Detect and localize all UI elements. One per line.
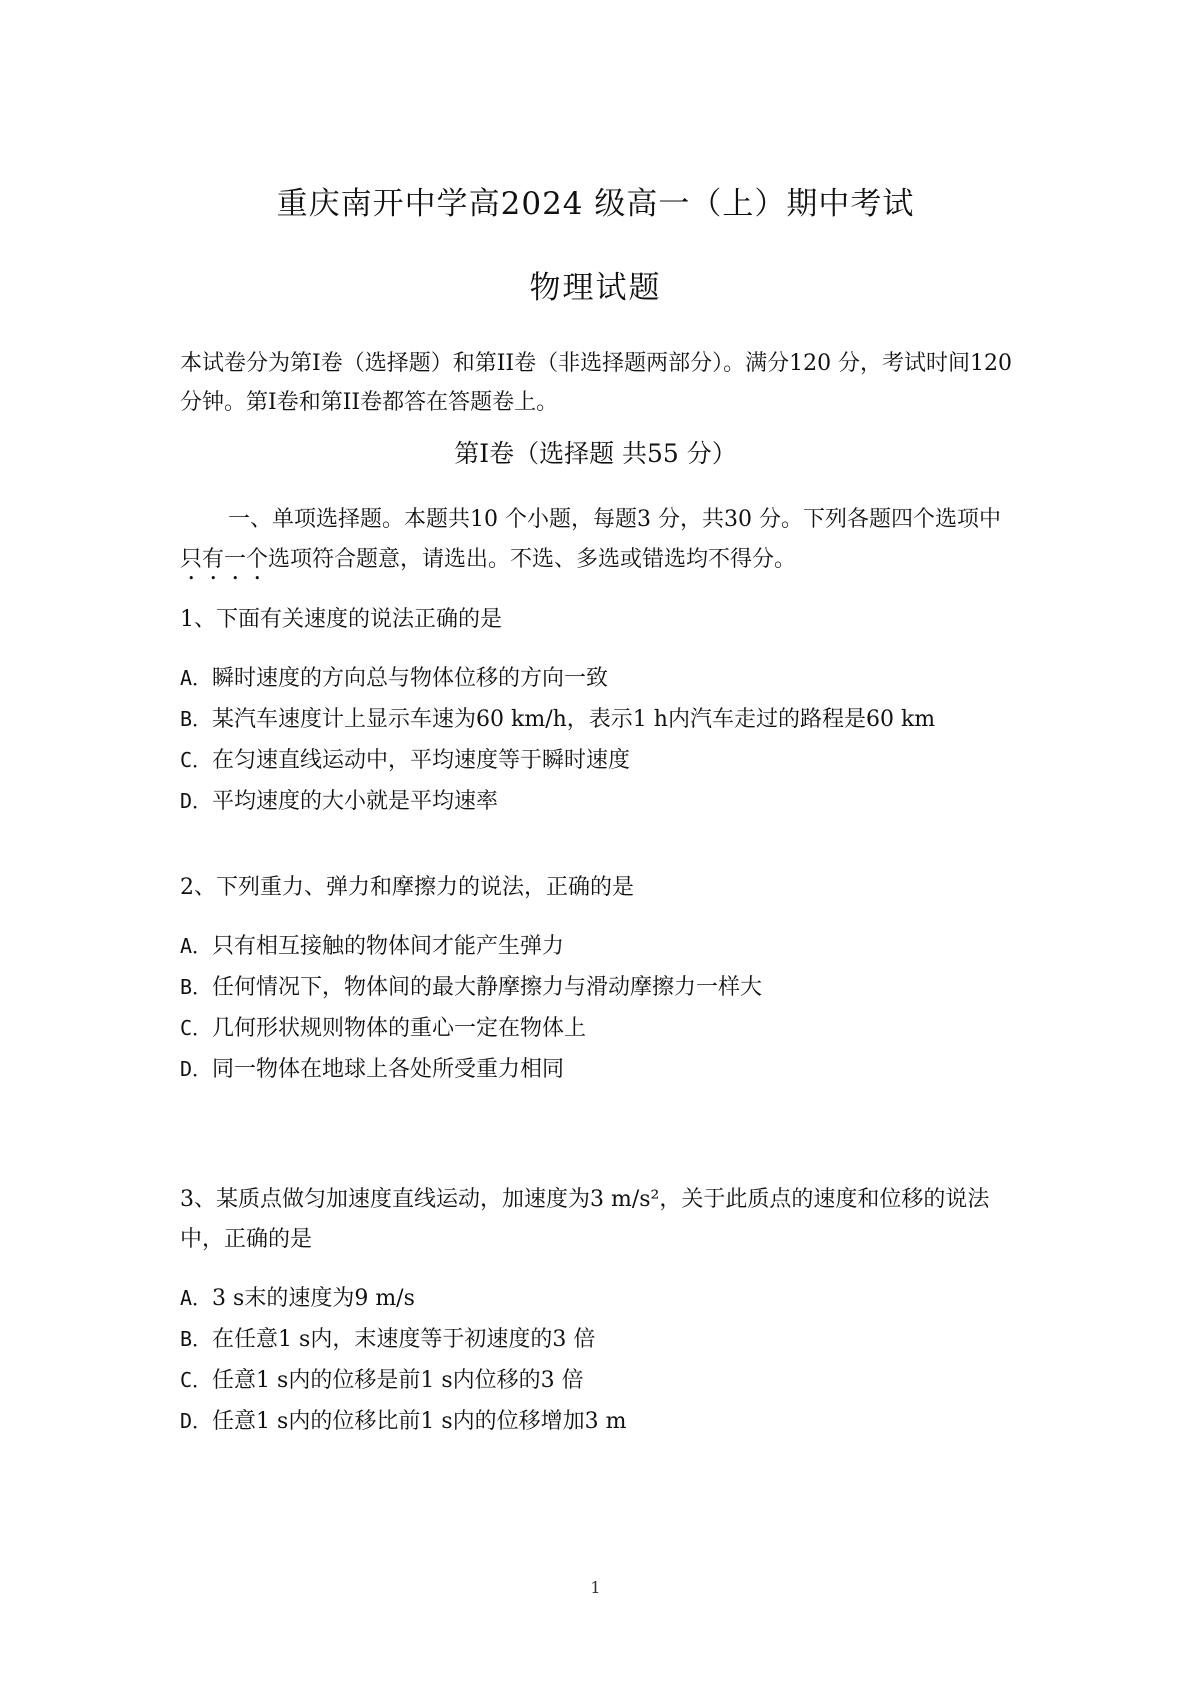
- exam-title: 重庆南开中学高2024 级高一（上）期中考试: [276, 186, 915, 222]
- option-text: 瞬时速度的方向总与物体位移的方向一致: [212, 666, 609, 691]
- section-heading: 第Ⅰ卷（选择题 共55 分）: [454, 439, 737, 468]
- option-letter: A．: [180, 1286, 213, 1310]
- option-text: 任意1 s内的位移比前1 s内的位移增加3 m: [212, 1409, 627, 1434]
- option-text: 任意1 s内的位移是前1 s内位移的3 倍: [212, 1368, 584, 1393]
- option-text: 同一物体在地球上各处所受重力相同: [212, 1057, 565, 1082]
- option-text: 几何形状规则物体的重心一定在物体上: [212, 1016, 587, 1041]
- option-letter: D．: [180, 789, 213, 813]
- exam-intro: 本试卷分为第Ⅰ卷（选择题）和第II卷（非选择题两部分）。满分120 分，考试时间120 分钟。第Ⅰ卷和第II卷都答在答题卷上。: [180, 351, 1013, 415]
- instructions-part1: 一、单项选择题。本题共10 个小题，每题3 分，共30 分。下列各题四个选项中: [228, 507, 1001, 532]
- question-1: [180, 600, 1020, 822]
- option-letter: A．: [180, 666, 213, 690]
- option-letter: C．: [180, 1016, 213, 1040]
- option-a: [180, 1278, 1020, 1319]
- option-b: [180, 1319, 1020, 1360]
- option-b: [180, 967, 1020, 1008]
- option-letter: B．: [180, 707, 213, 731]
- option-text: 任何情况下，物体间的最大静摩擦力与滑动摩擦力一样大: [212, 975, 763, 1000]
- page-number: 1: [590, 1578, 601, 1597]
- option-list: [180, 658, 1020, 822]
- option-c: [180, 1360, 1020, 1401]
- question-stem: 3、某质点做匀加速度直线运动，加速度为3 m/s²，关于此质点的速度和位移的说法中，正确的是: [180, 1187, 990, 1252]
- option-d: [180, 1401, 1020, 1442]
- option-letter: C．: [180, 1368, 213, 1392]
- option-text: 3 s末的速度为9 m/s: [212, 1286, 415, 1311]
- question-stem: 2、下列重力、弹力和摩擦力的说法，正确的是: [180, 875, 634, 900]
- option-d: [180, 1049, 1020, 1090]
- option-list: [180, 926, 1020, 1090]
- option-text: 在匀速直线运动中，平均速度等于瞬时速度: [212, 748, 631, 773]
- option-letter: B．: [180, 1327, 213, 1351]
- question-2: [180, 868, 1020, 1090]
- option-text: 某汽车速度计上显示车速为60 km/h，表示1 h内汽车走过的路程是60 km: [212, 707, 936, 732]
- option-letter: B．: [180, 975, 213, 999]
- option-text: 平均速度的大小就是平均速率: [212, 789, 499, 814]
- option-text: 在任意1 s内，末速度等于初速度的3 倍: [212, 1327, 596, 1352]
- question-3: [180, 1180, 1020, 1442]
- option-list: [180, 1278, 1020, 1442]
- option-text: 只有相互接触的物体间才能产生弹力: [212, 934, 565, 959]
- exam-subject: 物理试题: [529, 270, 662, 306]
- option-letter: D．: [180, 1409, 213, 1433]
- option-letter: C．: [180, 748, 213, 772]
- option-c: [180, 1008, 1020, 1049]
- instructions-part2: 选项符合题意，请选出。不选、多选或错选均不得分。: [268, 547, 797, 572]
- question-stem: 1、下面有关速度的说法正确的是: [180, 607, 502, 632]
- section-instructions: [180, 500, 1020, 585]
- option-b: [180, 699, 1020, 740]
- option-a: [180, 658, 1020, 699]
- option-a: [180, 926, 1020, 967]
- option-c: [180, 740, 1020, 781]
- instructions-emphasis: 只有一个: [180, 547, 269, 572]
- option-d: [180, 781, 1020, 822]
- option-letter: D．: [180, 1057, 213, 1081]
- option-letter: A．: [180, 934, 213, 958]
